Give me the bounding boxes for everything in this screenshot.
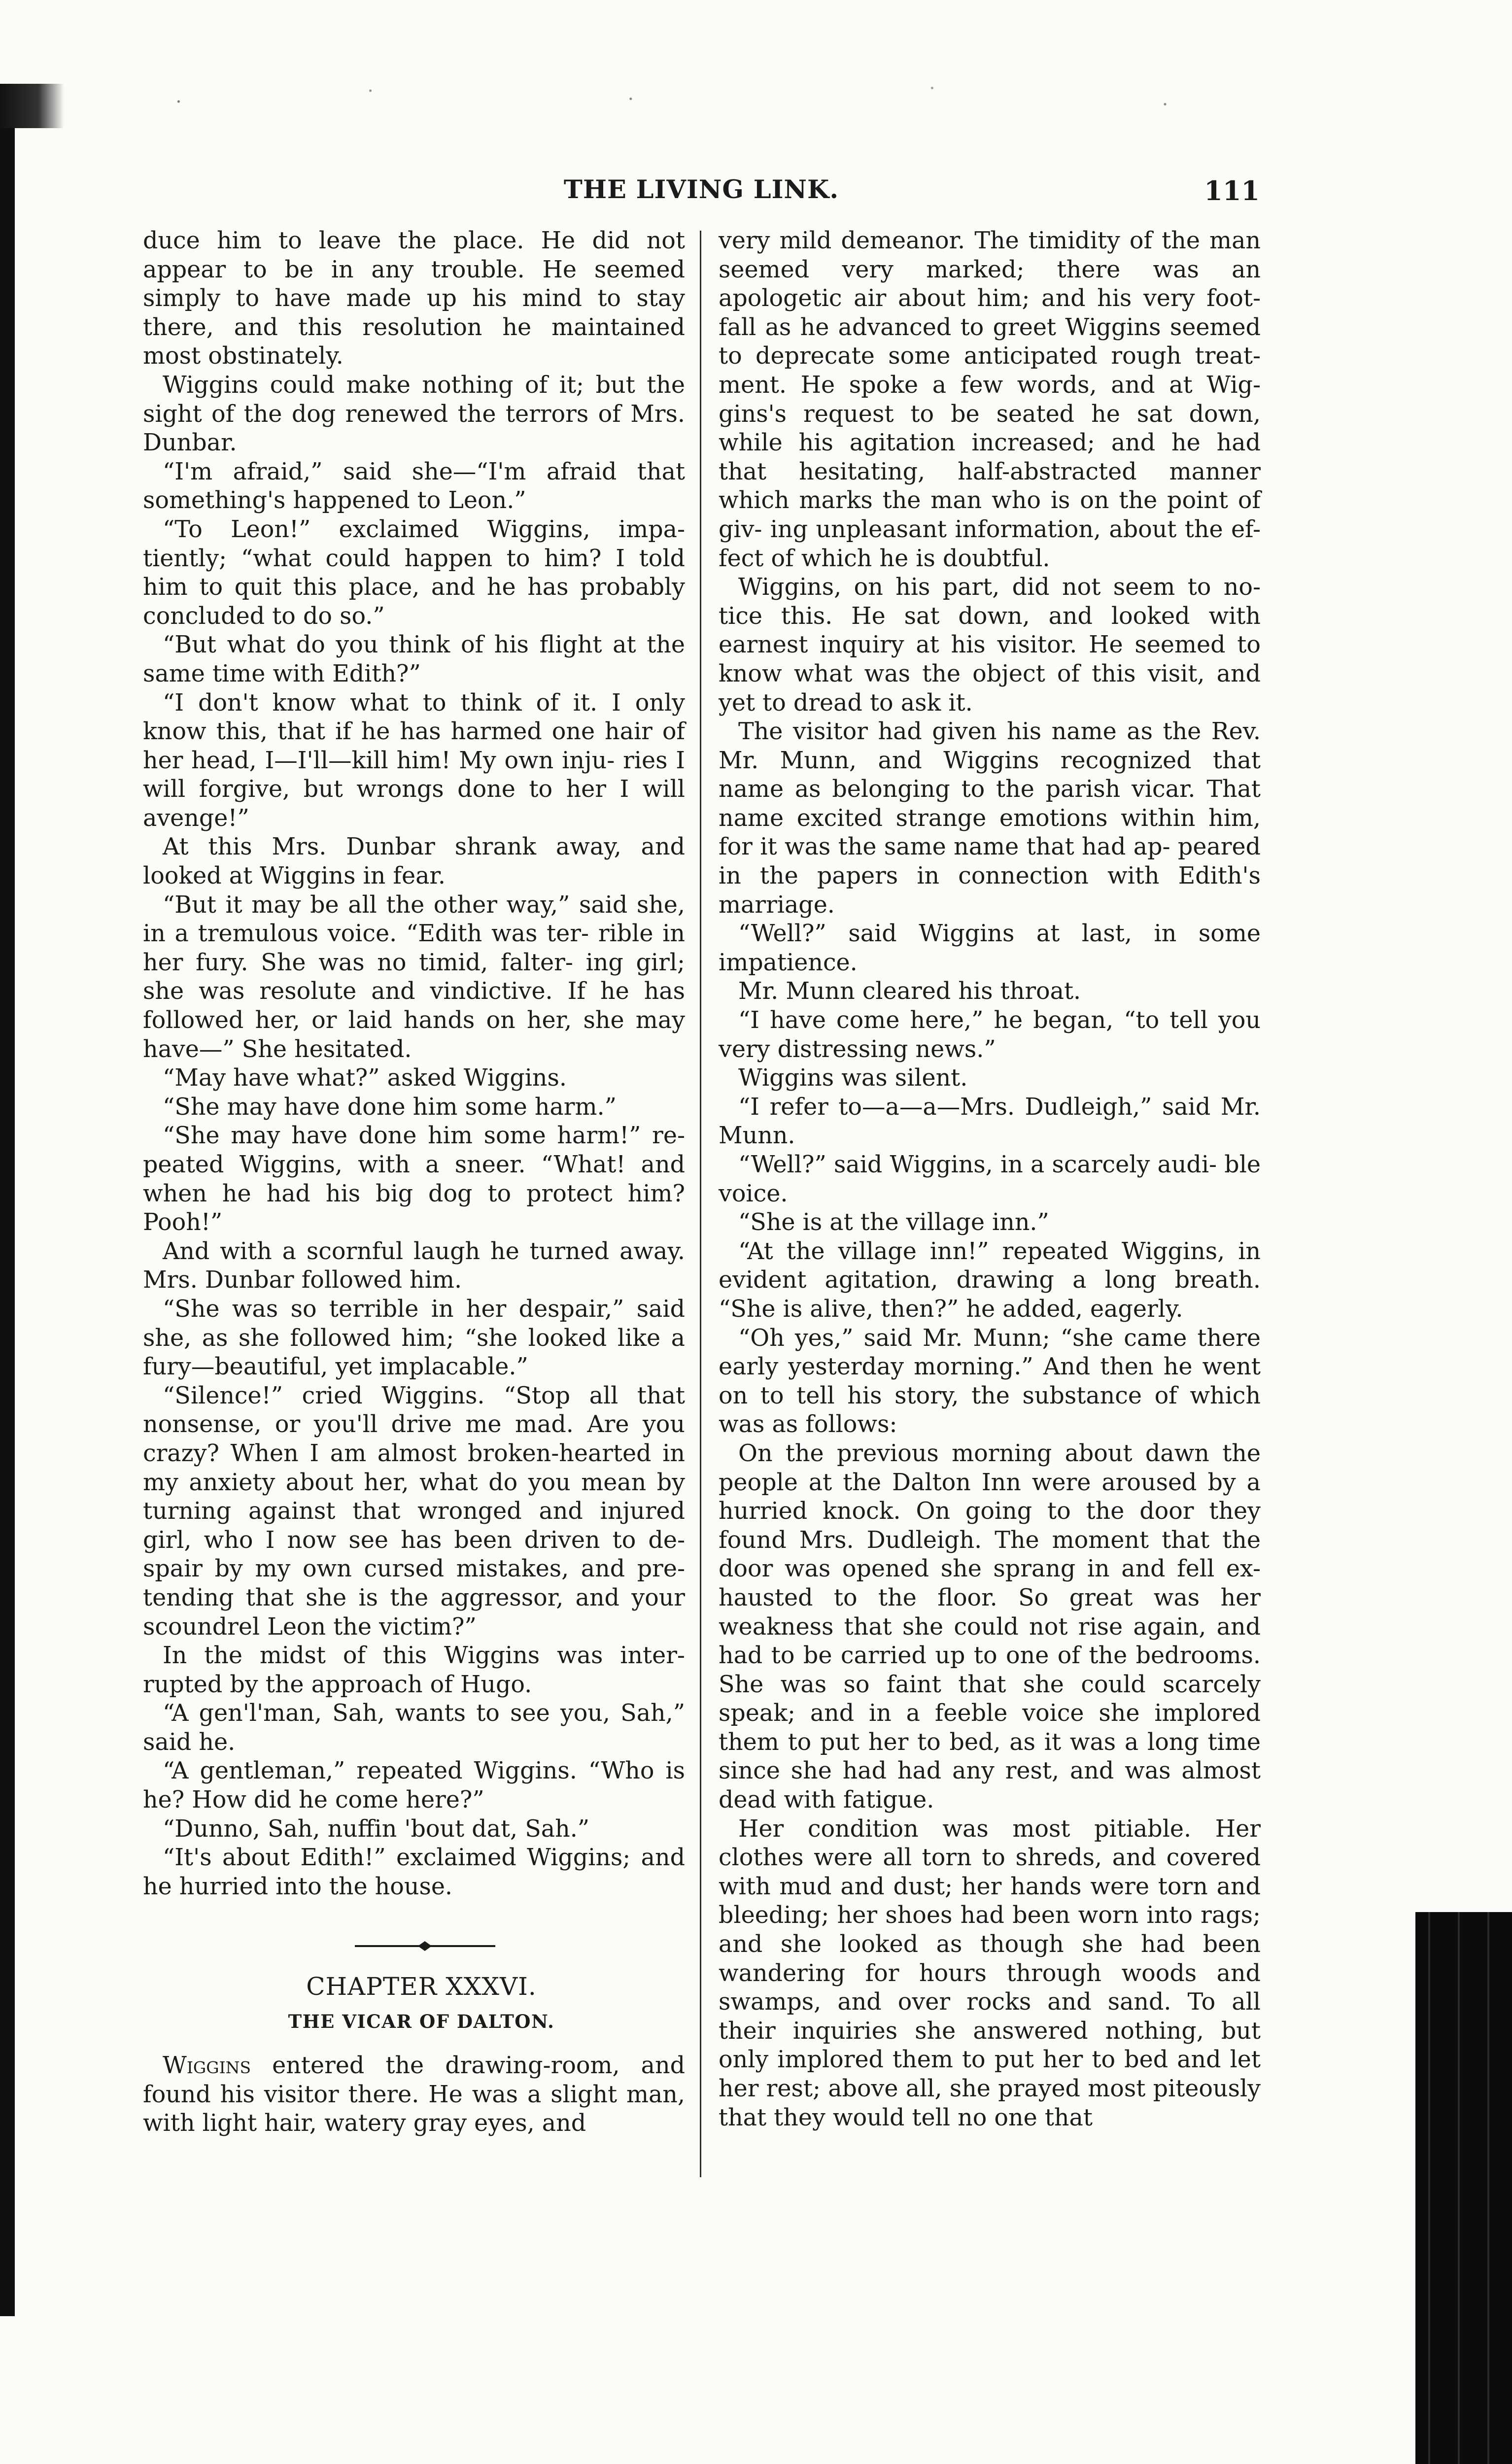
paragraph: “I have come here,” he began, “to tell you very distressing news.” — [719, 1007, 1261, 1063]
paragraph: “Oh yes,” said Mr. Munn; “she came there early yesterday morning.” And then he went on to tell his story, the substance of which was as follows: — [719, 1324, 1261, 1438]
paragraph: “Well?” said Wiggins, in a scarcely audi- ble voice. — [719, 1151, 1261, 1207]
paragraph: “A gentleman,” repeated Wiggins. “Who is he? How did he come here?” — [143, 1757, 685, 1814]
paragraph: Wiggins could make nothing of it; but the sight of the dog renewed the terrors of Mrs. Dunbar. — [143, 371, 685, 457]
paragraph: And with a scornful laugh he turned away. Mrs. Dunbar followed him. — [143, 1237, 685, 1294]
chapter-ornament-rule — [355, 1940, 495, 1952]
paragraph: Wiggins was silent. — [738, 1064, 968, 1092]
paragraph: “She may have done him some harm!” re- peated Wiggins, with a sneer. “What! and when he had his big dog to protect him? Pooh!” — [143, 1122, 685, 1236]
paragraph: “I refer to—a—a—Mrs. Dudleigh,” said Mr. Munn. — [719, 1093, 1261, 1150]
paragraph: Wiggins, on his part, did not seem to no- tice this. He sat down, and looked with earnest inquiry at his visitor. He seemed to know what was the object of this visit, and yet to dread to ask it. — [719, 574, 1261, 717]
paragraph: “A gen'l'man, Sah, wants to see you, Sah,” said he. — [143, 1700, 685, 1756]
book-spine-shadow — [0, 94, 15, 2316]
paragraph: “May have what?” asked Wiggins. — [163, 1064, 567, 1092]
paragraph: very mild demeanor. The timidity of the man seemed very marked; there was an apologetic air about him; and his very foot- fall as he advanced to greet Wiggins seemed to deprecate some anticipated rough treat- ment. He spoke a few words, and at Wig- gins's request to be seated he sat down, while his agitation increased; and he had that hesitating, half-abstracted manner which marks the man who is on the point of giv- ing unpleasant information, about the ef- fect of which he is doubtful. — [719, 227, 1261, 572]
scan-noise — [69, 69, 1439, 123]
paragraph: “I'm afraid,” said she—“I'm afraid that something's happened to Leon.” — [143, 458, 685, 514]
chapter-heading: CHAPTER XXXVI. — [306, 1972, 537, 2001]
paragraph: Mr. Munn cleared his throat. — [738, 978, 1081, 1005]
paragraph: “But what do you think of his flight at the same time with Edith?” — [143, 631, 685, 687]
paragraph: “At the village inn!” repeated Wiggins, in evident agitation, drawing a long breath. “She is alive, then?” he added, eagerly. — [719, 1237, 1261, 1323]
paragraph: duce him to leave the place. He did not appear to be in any trouble. He seemed simply to have made up his mind to stay there, and this resolution he maintained most obstinately. — [143, 227, 685, 370]
paragraph: “She is at the village inn.” — [738, 1209, 1049, 1236]
running-title: THE LIVING LINK. — [563, 175, 839, 205]
right-column — [719, 227, 1261, 2132]
paragraph — [143, 2052, 685, 2138]
paragraph: On the previous morning about dawn the people at the Dalton Inn were aroused by a hurried knock. On going to the door they found Mrs. Dudleigh. The moment that the door was opened she sprang in and fell ex- hausted to the floor. So great was her weakness that she could not rise again, and had to be carried up to one of the bedrooms. She was so faint that she could scarcely speak; and in a feeble voice she implored them to put her to bed, as it was a long time since she had had any rest, and was almost dead with fatigue. — [719, 1439, 1261, 1814]
page-header — [143, 175, 1260, 209]
paragraph: “To Leon!” exclaimed Wiggins, impa- tiently; “what could happen to him? I told him to quit this place, and he has probably concluded to do so.” — [143, 515, 685, 630]
column-divider — [700, 231, 701, 2177]
paragraph: “It's about Edith!” exclaimed Wiggins; and he hurried into the house. — [143, 1844, 685, 1900]
paragraph: “Dunno, Sah, nuffin 'bout dat, Sah.” — [163, 1815, 590, 1843]
scan-corner-shadow — [0, 84, 64, 128]
left-column — [143, 227, 685, 1901]
paragraph: “I don't know what to think of it. I only know this, that if he has harmed one hair of her head, I—I'll—kill him! My own inju- ries I will forgive, but wrongs done to her I will avenge!” — [143, 689, 685, 832]
paragraph: “Well?” said Wiggins at last, in some impatience. — [719, 920, 1261, 976]
paragraph: “She may have done him some harm.” — [163, 1093, 617, 1121]
scan-edge-shadow — [1415, 1912, 1512, 2464]
chapter-opening — [143, 2052, 685, 2138]
paragraph: At this Mrs. Dunbar shrank away, and looked at Wiggins in fear. — [143, 833, 685, 890]
opening-word: Wiggins — [163, 2052, 251, 2079]
paragraph: The visitor had given his name as the Rev. Mr. Munn, and Wiggins recognized that name as belonging to the parish vicar. That name excited strange emotions within him, for it was the same name that had ap- peared in the papers in connection with Edith's marriage. — [719, 718, 1261, 919]
opening-text: entered the drawing-room, and found his visitor there. He was a slight man, with light hair, watery gray eyes, and — [143, 2052, 685, 2137]
paragraph: “She was so terrible in her despair,” said she, as she followed him; “she looked like a fury—beautiful, yet implacable.” — [143, 1295, 685, 1381]
paragraph: Her condition was most pitiable. Her clothes were all torn to shreds, and covered with mud and dust; her hands were torn and bleeding; her shoes had been worn into rags; and she looked as though she had been wandering for hours through woods and swamps, and over rocks and sand. To all their inquiries she answered nothing, but only implored them to put her to bed and let her rest; above all, she prayed most piteously that they would tell no one that — [719, 1815, 1261, 2131]
chapter-subheading: THE VICAR OF DALTON. — [288, 2011, 555, 2032]
paragraph: In the midst of this Wiggins was inter- rupted by the approach of Hugo. — [143, 1642, 685, 1698]
paragraph: “Silence!” cried Wiggins. “Stop all that nonsense, or you'll drive me mad. Are you crazy? When I am almost broken-hearted in my anxiety about her, what do you mean by turning against that wronged and injured girl, who I now see has been driven to de- spair by my own cursed mistakes, and pre- tending that she is the aggressor, and your scoundrel Leon the victim?” — [143, 1382, 685, 1641]
paragraph: “But it may be all the other way,” said she, in a tremulous voice. “Edith was ter- rible in her fury. She was no timid, falter- ing girl; she was resolute and vindictive. If he has followed her, or laid hands on her, she may have—” She hesitated. — [143, 891, 685, 1063]
page-number: 111 — [1204, 175, 1260, 206]
